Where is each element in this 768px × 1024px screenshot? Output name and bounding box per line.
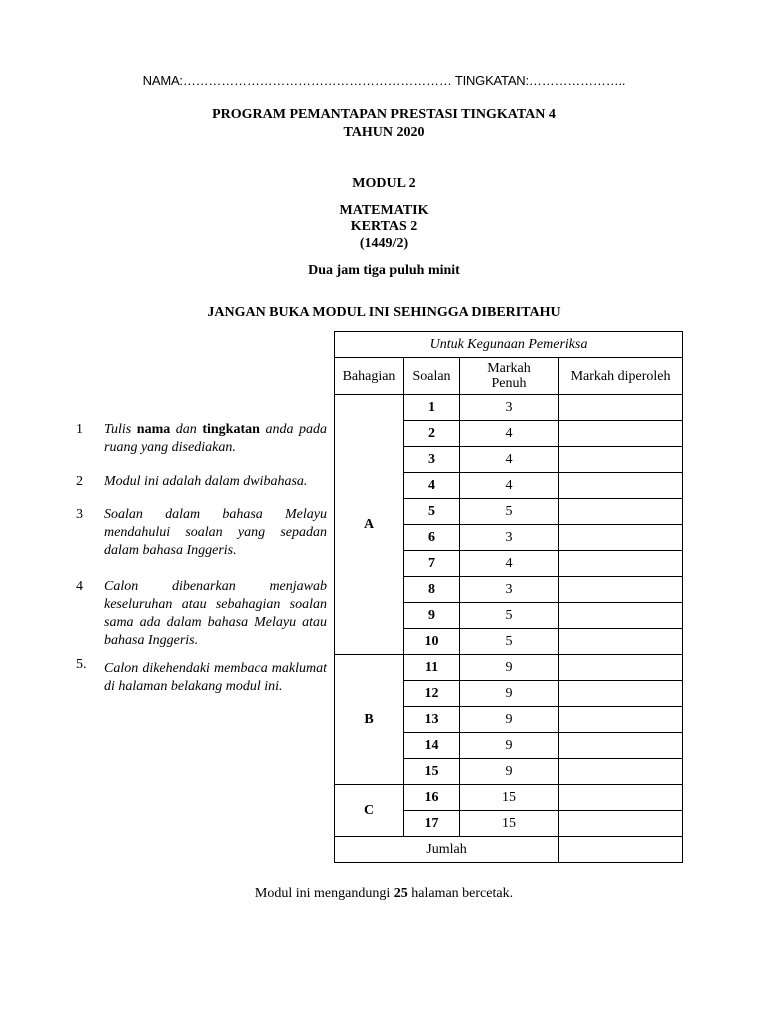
student-info-line bbox=[0, 73, 768, 88]
name-label: NAMA: bbox=[142, 73, 183, 88]
total-label: Jumlah bbox=[335, 837, 559, 863]
section-label: B bbox=[335, 655, 404, 785]
marks-obtained-cell[interactable] bbox=[559, 499, 683, 525]
question-number: 3 bbox=[404, 447, 460, 473]
table-row bbox=[335, 655, 683, 681]
col-header-full-marks: Markah Penuh bbox=[460, 358, 559, 395]
table-row bbox=[335, 785, 683, 811]
instruction-text: Modul ini adalah dalam dwibahasa. bbox=[104, 474, 308, 489]
examiner-marks-table bbox=[334, 331, 683, 863]
instruction-text: Calon dibenarkan menjawab keseluruhan atau sebahagian soalan sama ada dalam bahasa Melayu atau bahasa Inggeris. bbox=[104, 579, 327, 648]
full-marks: 5 bbox=[460, 629, 559, 655]
marks-obtained-cell[interactable] bbox=[559, 603, 683, 629]
full-marks: 4 bbox=[460, 473, 559, 499]
question-number: 14 bbox=[404, 733, 460, 759]
col-header-marks-obtained: Markah diperoleh bbox=[559, 358, 683, 395]
question-number: 6 bbox=[404, 525, 460, 551]
paper-code: (1449/2) bbox=[359, 236, 409, 251]
question-number: 5 bbox=[404, 499, 460, 525]
marks-obtained-cell[interactable] bbox=[559, 447, 683, 473]
marks-obtained-cell[interactable] bbox=[559, 395, 683, 421]
program-year: TAHUN 2020 bbox=[343, 125, 425, 140]
section-label: C bbox=[335, 785, 404, 837]
full-marks: 9 bbox=[460, 733, 559, 759]
full-marks: 4 bbox=[460, 551, 559, 577]
full-marks: 9 bbox=[460, 707, 559, 733]
paper-title: KERTAS 2 bbox=[350, 219, 418, 234]
marks-obtained-cell[interactable] bbox=[559, 811, 683, 837]
question-number: 9 bbox=[404, 603, 460, 629]
full-marks: 4 bbox=[460, 447, 559, 473]
col-header-question: Soalan bbox=[404, 358, 460, 395]
full-marks: 9 bbox=[460, 655, 559, 681]
marks-obtained-cell[interactable] bbox=[559, 525, 683, 551]
full-marks: 5 bbox=[460, 603, 559, 629]
marks-obtained-cell[interactable] bbox=[559, 733, 683, 759]
question-number: 4 bbox=[404, 473, 460, 499]
page-count: 25 bbox=[393, 886, 408, 901]
module-title: MODUL 2 bbox=[352, 176, 416, 191]
marks-obtained-cell[interactable] bbox=[559, 551, 683, 577]
full-marks: 4 bbox=[460, 421, 559, 447]
marks-obtained-cell[interactable] bbox=[559, 681, 683, 707]
marks-obtained-cell[interactable] bbox=[559, 707, 683, 733]
full-marks: 9 bbox=[460, 681, 559, 707]
form-label: TINGKATAN: bbox=[454, 73, 529, 88]
question-number: 11 bbox=[404, 655, 460, 681]
marks-obtained-cell[interactable] bbox=[559, 577, 683, 603]
form-blank[interactable]: ………………….. bbox=[528, 73, 626, 88]
instruction-text: Soalan dalam bahasa Melayu mendahului soalan yang sepadan dalam bahasa Inggeris. bbox=[104, 507, 327, 558]
full-marks: 9 bbox=[460, 759, 559, 785]
instruction-number: 3 bbox=[76, 507, 83, 522]
marks-obtained-cell[interactable] bbox=[559, 421, 683, 447]
full-marks: 3 bbox=[460, 525, 559, 551]
page-count-note: Modul ini mengandungi 25 halaman bercetak. bbox=[254, 886, 514, 901]
full-marks: 5 bbox=[460, 499, 559, 525]
question-number: 7 bbox=[404, 551, 460, 577]
full-marks: 3 bbox=[460, 395, 559, 421]
question-number: 16 bbox=[404, 785, 460, 811]
marks-obtained-cell[interactable] bbox=[559, 785, 683, 811]
table-caption: Untuk Kegunaan Pemeriksa bbox=[335, 332, 683, 358]
instruction-text: Calon dikehendaki membaca maklumat di halaman belakang modul ini. bbox=[104, 661, 327, 694]
subject-title: MATEMATIK bbox=[339, 203, 429, 218]
question-number: 8 bbox=[404, 577, 460, 603]
question-number: 12 bbox=[404, 681, 460, 707]
table-row bbox=[335, 395, 683, 421]
instruction-text: Tulis nama dan tingkatan anda pada ruang yang disediakan. bbox=[104, 422, 328, 455]
marks-obtained-cell[interactable] bbox=[559, 473, 683, 499]
marks-obtained-cell[interactable] bbox=[559, 655, 683, 681]
name-blank[interactable]: ……………………………………………………… bbox=[182, 73, 452, 88]
instruction-number: 4 bbox=[76, 579, 83, 594]
instruction-number: 5. bbox=[76, 657, 87, 672]
question-number: 15 bbox=[404, 759, 460, 785]
total-marks-cell[interactable] bbox=[559, 837, 683, 863]
warning-text: JANGAN BUKA MODUL INI SEHINGGA DIBERITAHU bbox=[207, 305, 561, 320]
question-number: 10 bbox=[404, 629, 460, 655]
col-header-section: Bahagian bbox=[335, 358, 404, 395]
duration: Dua jam tiga puluh minit bbox=[308, 263, 460, 278]
question-number: 17 bbox=[404, 811, 460, 837]
question-number: 13 bbox=[404, 707, 460, 733]
question-number: 1 bbox=[404, 395, 460, 421]
instruction-number: 1 bbox=[76, 422, 83, 437]
marks-obtained-cell[interactable] bbox=[559, 629, 683, 655]
section-label: A bbox=[335, 395, 404, 655]
marks-obtained-cell[interactable] bbox=[559, 759, 683, 785]
full-marks: 15 bbox=[460, 785, 559, 811]
question-number: 2 bbox=[404, 421, 460, 447]
full-marks: 15 bbox=[460, 811, 559, 837]
full-marks: 3 bbox=[460, 577, 559, 603]
instruction-number: 2 bbox=[76, 474, 83, 489]
program-title: PROGRAM PEMANTAPAN PRESTASI TINGKATAN 4 bbox=[212, 107, 556, 122]
